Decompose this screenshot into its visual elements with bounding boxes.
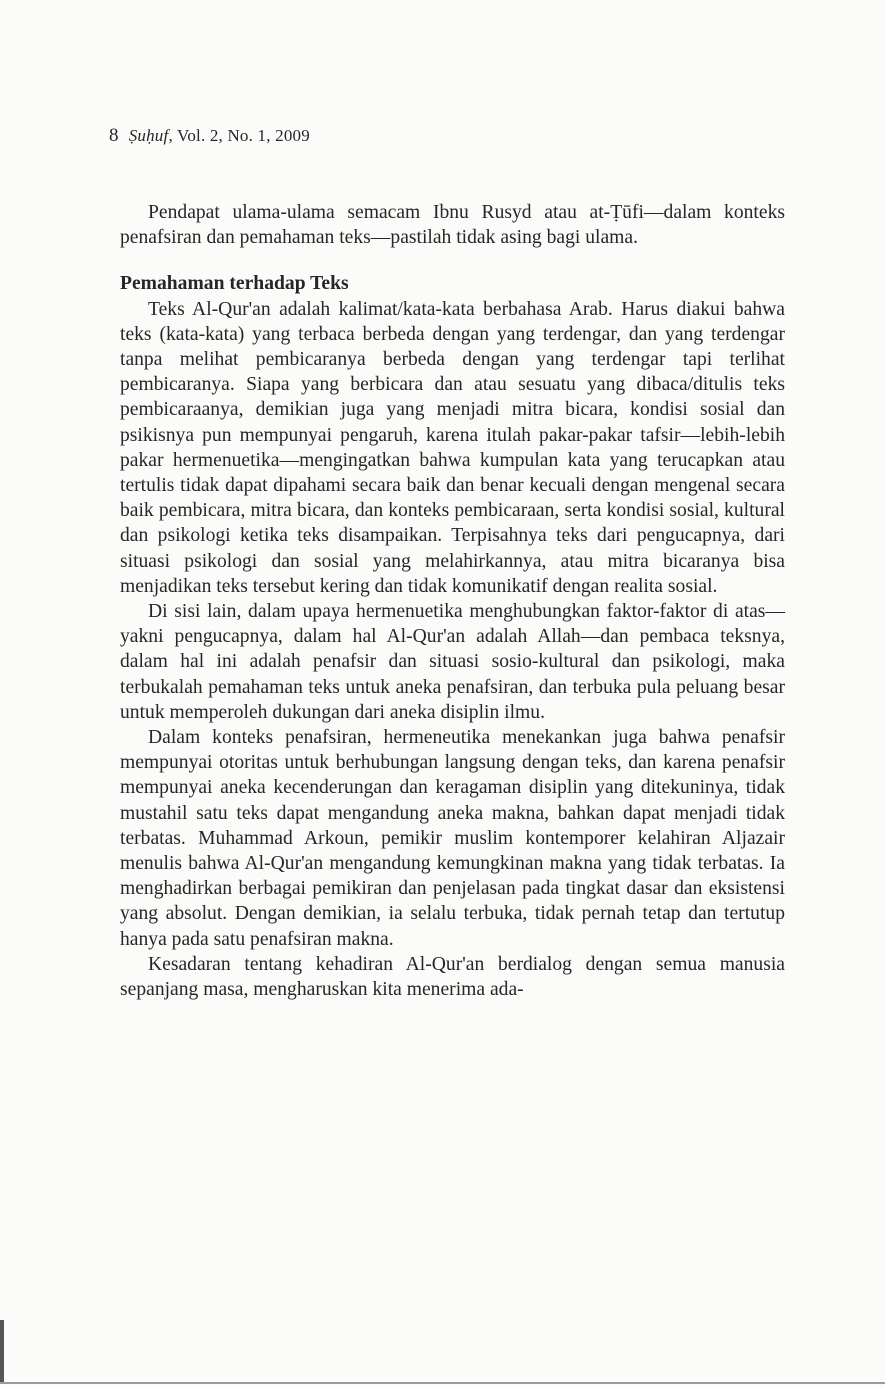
- paragraph-dialogue: Kesadaran tentang kehadiran Al-Qur'an berdialog dengan semua manusia sepanjang masa, mengharuskan kita menerima ada-: [120, 953, 785, 1001]
- section-heading: Pemahaman terhadap Teks: [120, 273, 349, 295]
- article-body: [120, 200, 785, 1002]
- paragraph-hermeneutics-factors: Di sisi lain, dalam upaya hermenuetika menghubungkan faktor-faktor di atas—yakni pengucapnya, dalam hal Al-Qur'an adalah Allah—dan pembaca teksnya, dalam hal ini adalah penafsir dan situasi sosio-kultural dan psikologi, maka terbukalah pemahaman teks untuk aneka penafsiran, dan terbuka pula peluang besar untuk memperoleh dukungan dari aneka disiplin ilmu.: [120, 601, 785, 723]
- paragraph-interpretation-context: Dalam konteks penafsiran, hermeneutika menekankan juga bahwa penafsir mempunyai otoritas untuk berhubungan langsung dengan teks, dan karena penafsir mempunyai aneka kecenderungan dan keragaman disiplin yang ditekuninya, tidak mustahil satu teks dapat mengandung aneka makna, bahkan dapat menjadi tidak terbatas. Muhammad Arkoun, pemikir muslim kontemporer kelahiran Aljazair menulis bahwa Al-Qur'an mengandung kemungkinan makna yang tidak terbatas. Ia menghadirkan berbagai pemikiran dan penjelasan pada tingkat dasar dan eksistensi yang absolut. Dengan demikian, ia selalu terbuka, tidak pernah tetap dan tertutup hanya pada satu penafsiran makna.: [120, 727, 785, 950]
- journal-title: Ṣuḥuf: [128, 126, 169, 145]
- running-head: [109, 125, 310, 147]
- scan-edge-mark: [0, 1320, 4, 1382]
- paragraph-text-speech: Teks Al-Qur'an adalah kalimat/kata-kata berbahasa Arab. Harus diakui bahwa teks (kata-kata) yang terbaca berbeda dengan yang terdengar, dan yang terdengar tanpa melihat pembicaranya berbeda dengan yang terdengar tapi terlihat pembicaranya. Siapa yang berbicara dan atau sesuatu yang dibaca/ditulis teks pembicaraanya, demikian juga yang menjadi mitra bicara, kondisi sosial dan psikisnya pun mempunyai pengaruh, karena itulah pakar-pakar tafsir—lebih-lebih pakar hermenuetika—mengingatkan bahwa kumpulan kata yang terucapkan atau tertulis tidak dapat dipahami secara baik dan benar kecuali dengan mengenal secara baik pembicara, mitra bicara, dan konteks pembicaraan, serta kondisi sosial, kultural dan psikologi ketika teks disampaikan. Terpisahnya teks dari pengucapnya, dari situasi psikologi dan sosial yang melahirkannya, atau mitra bicaranya bisa menjadikan teks tersebut kering dan tidak komunikatif dengan realita sosial.: [120, 298, 785, 597]
- volume-issue: , Vol. 2, No. 1, 2009: [168, 126, 310, 145]
- paragraph-intro: Pendapat ulama-ulama semacam Ibnu Rusyd atau at-Ṭūfi—dalam konteks penafsiran dan pemahaman teks—pastilah tidak asing bagi ulama.: [120, 202, 785, 249]
- page-number: 8: [109, 125, 119, 146]
- scan-bottom-edge: [0, 1382, 885, 1384]
